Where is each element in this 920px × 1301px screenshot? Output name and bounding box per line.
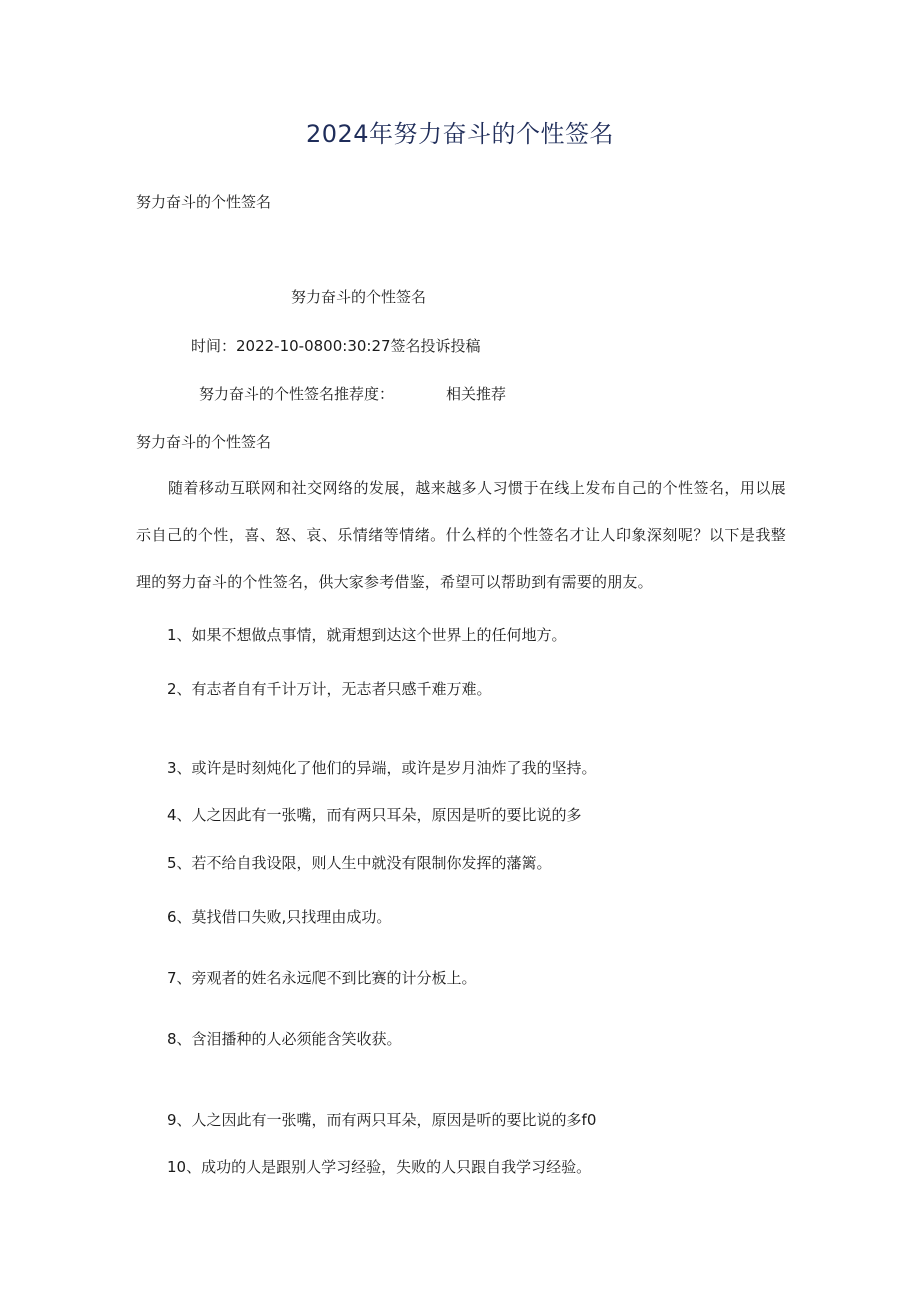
- list-item: 2、有志者自有千计万计，无志者只感千难万难。: [167, 680, 492, 698]
- list-item: 5、若不给自我设限，则人生中就没有限制你发挥的藩篱。: [167, 854, 552, 872]
- list-item: 1、如果不想做点事情，就甭想到达这个世界上的任何地方。: [167, 626, 567, 644]
- list-item: 7、旁观者的姓名永远爬不到比赛的计分板上。: [167, 969, 477, 987]
- article-title: 努力奋斗的个性签名: [291, 288, 427, 306]
- recommend-row: [199, 384, 506, 404]
- document-subtitle: 努力奋斗的个性签名: [136, 193, 272, 211]
- document-title: 2024年努力奋斗的个性签名: [305, 120, 615, 148]
- meta-line: 时间：2022-10-0800:30:27签名投诉投稿: [191, 337, 481, 355]
- list-item: 10、成功的人是跟别人学习经验，失败的人只跟自我学习经验。: [167, 1158, 592, 1176]
- recommend-label: 努力奋斗的个性签名推荐度：: [199, 385, 395, 403]
- related-label: 相关推荐: [446, 385, 507, 403]
- list-item: 3、或许是时刻炖化了他们的异端，或许是岁月油炸了我的坚持。: [167, 759, 597, 777]
- intro-paragraph: 随着移动互联网和社交网络的发展，越来越多人习惯于在线上发布自己的个性签名，用以展示自己的个性，喜、怒、哀、乐情绪等情绪。什么样的个性签名才让人印象深刻呢？以下是我整理的努力奋斗的个性签名，供大家参考借鉴，希望可以帮助到有需要的朋友。: [136, 479, 786, 591]
- list-item: 6、莫找借口失败,只找理由成功。: [167, 908, 392, 926]
- list-item: 4、人之因此有一张嘴，而有两只耳朵，原因是听的要比说的多: [167, 806, 582, 824]
- list-item: 8、含泪播种的人必须能含笑收获。: [167, 1030, 402, 1048]
- section-heading: 努力奋斗的个性签名: [136, 433, 272, 451]
- list-item: 9、人之因此有一张嘴，而有两只耳朵，原因是听的要比说的多f0: [167, 1111, 597, 1129]
